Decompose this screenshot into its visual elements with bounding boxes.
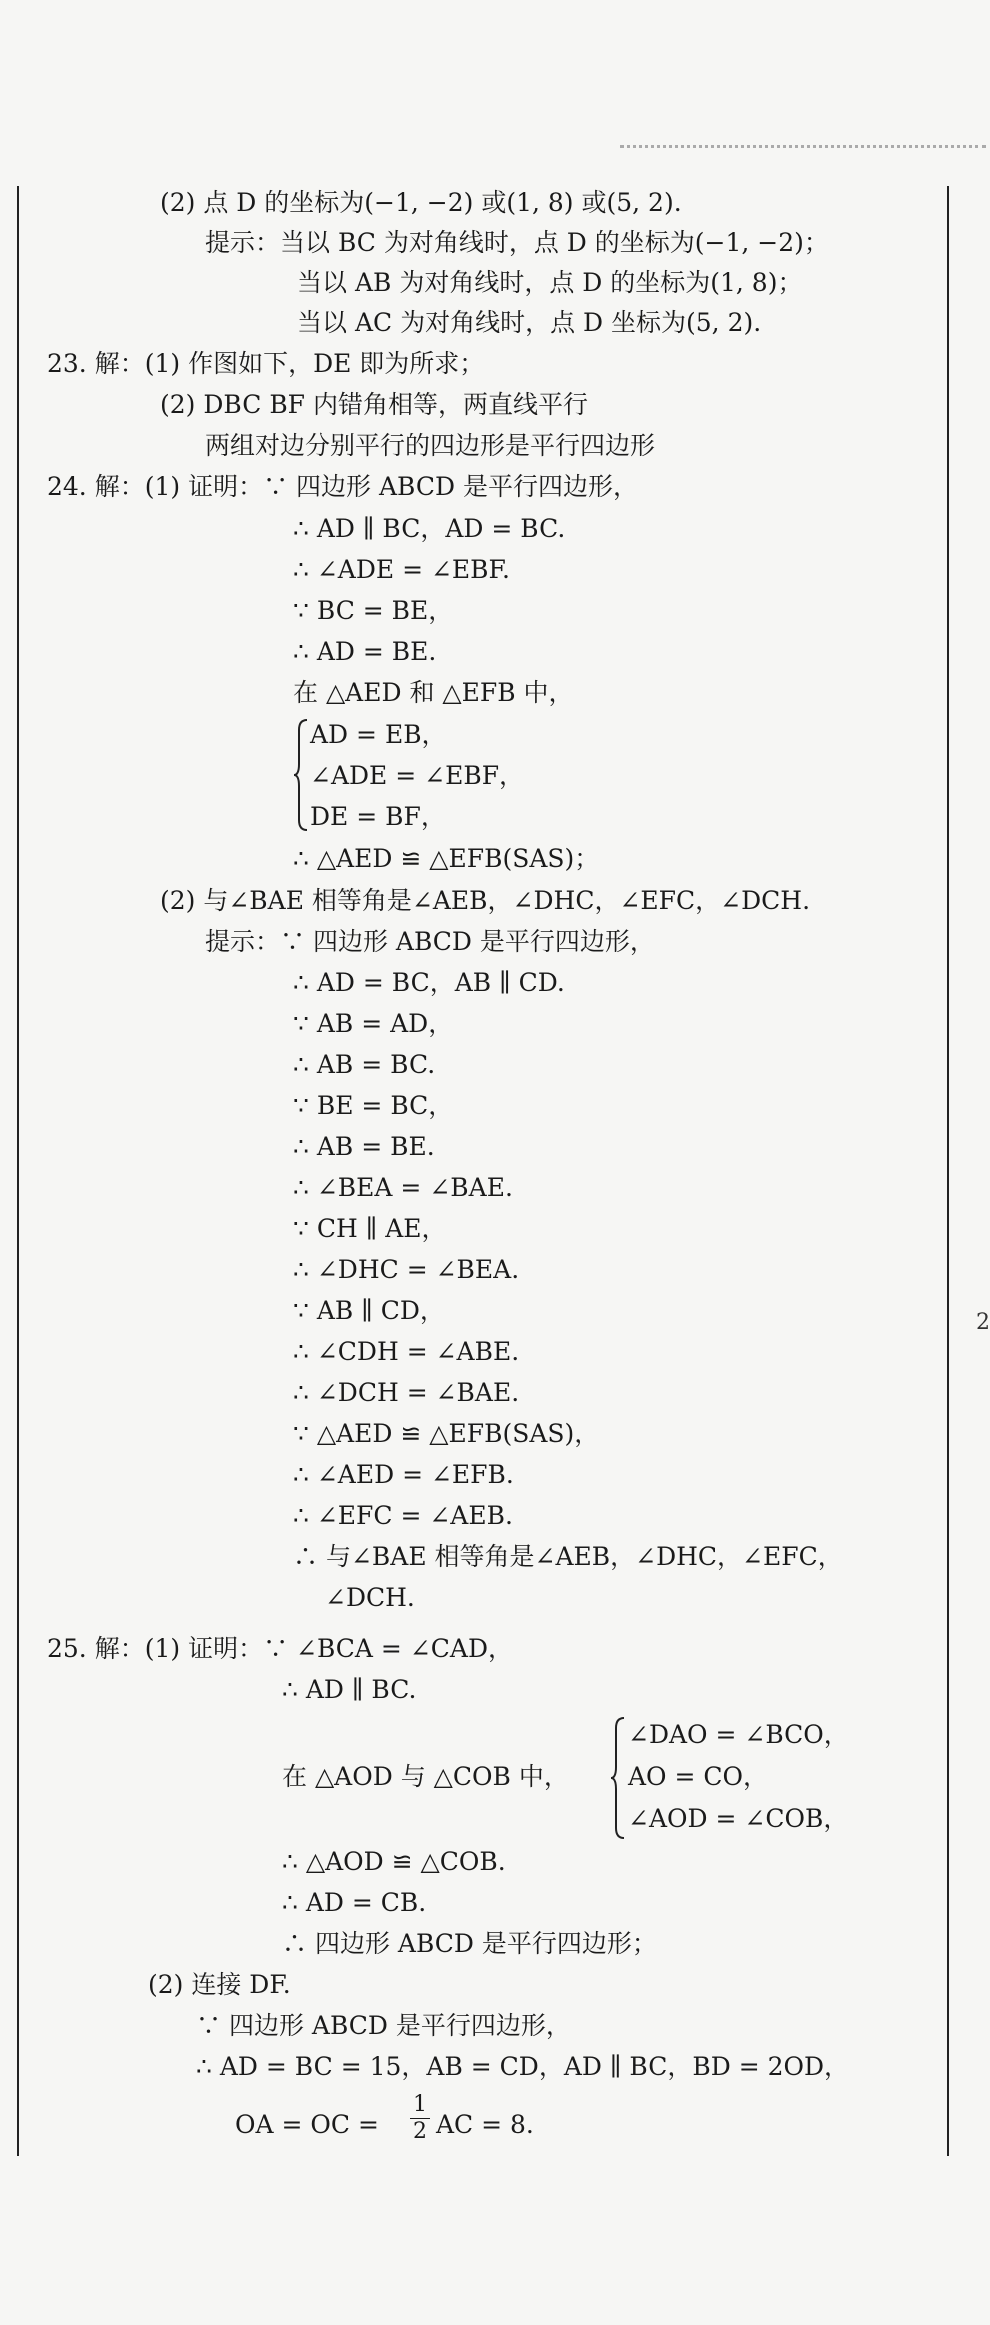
question-23-heading: 23. 解：(1) 作图如下，DE 即为所求； (47, 349, 485, 378)
proof-line: ∴ ∠CDH = ∠ABE. (293, 1337, 520, 1366)
proof-line: ∴ ∠AED = ∠EFB. (293, 1460, 514, 1489)
right-margin-rule (947, 186, 949, 2156)
hint-line: 提示：∵ 四边形 ABCD 是平行四边形， (205, 927, 655, 956)
proof-line: 在 △AOD 与 △COB 中， (282, 1762, 569, 1791)
system-line: ∠ADE = ∠EBF， (310, 761, 525, 790)
proof-line: AC = 8. (436, 2110, 534, 2139)
answer-line: 两组对边分别平行的四边形是平行四边形 (205, 431, 656, 460)
proof-line: ∵ △AED ≌ △EFB(SAS)， (293, 1419, 600, 1448)
system-line: ∠AOD = ∠COB， (628, 1804, 849, 1833)
left-brace-icon (293, 718, 309, 832)
proof-line: ∴ 四边形 ABCD 是平行四边形； (282, 1929, 657, 1958)
hint-line: 当以 AB 为对角线时，点 D 的坐标为(1, 8)； (297, 268, 803, 297)
system-line: AD = EB， (310, 720, 447, 749)
hint-line: 提示：当以 BC 为对角线时，点 D 的坐标为(−1, −2)； (205, 228, 829, 257)
hint-line: 当以 AC 为对角线时，点 D 坐标为(5, 2). (297, 308, 762, 337)
proof-line: OA = OC = (235, 2110, 379, 2139)
top-dotted-rule (620, 145, 986, 148)
proof-line: ∴ AD ∥ BC. (282, 1675, 417, 1704)
proof-line: ∵ BE = BC， (293, 1091, 454, 1120)
proof-line: ∵ 四边形 ABCD 是平行四边形， (196, 2011, 571, 2040)
system-line: AO = CO， (628, 1762, 769, 1791)
proof-line: ∵ AB ∥ CD， (293, 1296, 445, 1325)
answer-line: (2) 点 D 的坐标为(−1, −2) 或(1, 8) 或(5, 2). (160, 188, 682, 217)
proof-line: ∴ AD = CB. (282, 1888, 427, 1917)
proof-line: ∴ AB = BC. (293, 1050, 436, 1079)
left-margin-rule (17, 186, 19, 2156)
proof-line: ∴ AD = BE. (293, 637, 437, 666)
proof-line: ∴ AD = BC = 15，AB = CD，AD ∥ BC，BD = 2OD， (196, 2052, 850, 2081)
proof-line: ∴ ∠DHC = ∠BEA. (293, 1255, 520, 1284)
proof-line: ∴ △AOD ≌ △COB. (282, 1847, 506, 1876)
fraction-numerator: 1 (413, 2092, 427, 2117)
proof-line: ∴ ∠EFC = ∠AEB. (293, 1501, 513, 1530)
system-line: ∠DAO = ∠BCO， (628, 1720, 849, 1749)
answer-line: (2) 与∠BAE 相等角是∠AEB，∠DHC，∠EFC，∠DCH. (160, 886, 811, 915)
proof-line: ∴ AB = BE. (293, 1132, 435, 1161)
system-line: DE = BF， (310, 802, 446, 831)
proof-line: ∵ BC = BE， (293, 596, 454, 625)
left-brace-icon (610, 1716, 626, 1840)
proof-line: ∴ AD ∥ BC，AD = BC. (293, 514, 566, 543)
fraction (410, 2093, 430, 2144)
proof-line: ∴ △AED ≌ △EFB(SAS)； (293, 844, 600, 873)
proof-line: 在 △AED 和 △EFB 中， (293, 678, 574, 707)
proof-line: ∵ AB = AD， (293, 1009, 454, 1038)
proof-line: ∴ AD = BC，AB ∥ CD. (293, 968, 565, 997)
proof-line: ∴ ∠DCH = ∠BAE. (293, 1378, 520, 1407)
proof-line: ∴ 与∠BAE 相等角是∠AEB，∠DHC，∠EFC， (293, 1542, 843, 1571)
question-25-heading: 25. 解：(1) 证明：∵ ∠BCA = ∠CAD， (47, 1634, 513, 1663)
question-24-heading: 24. 解：(1) 证明：∵ 四边形 ABCD 是平行四边形， (47, 472, 638, 501)
proof-line: ∴ ∠BEA = ∠BAE. (293, 1173, 513, 1202)
proof-line: ∴ ∠ADE = ∠EBF. (293, 555, 510, 584)
margin-page-mark: 2 (976, 1310, 990, 1335)
answer-line: (2) 连接 DF. (148, 1970, 291, 1999)
proof-line: ∵ CH ∥ AE， (293, 1214, 447, 1243)
proof-line: ∠DCH. (325, 1583, 415, 1612)
fraction-denominator: 2 (413, 2119, 427, 2144)
answer-line: (2) DBC BF 内错角相等，两直线平行 (160, 390, 588, 419)
